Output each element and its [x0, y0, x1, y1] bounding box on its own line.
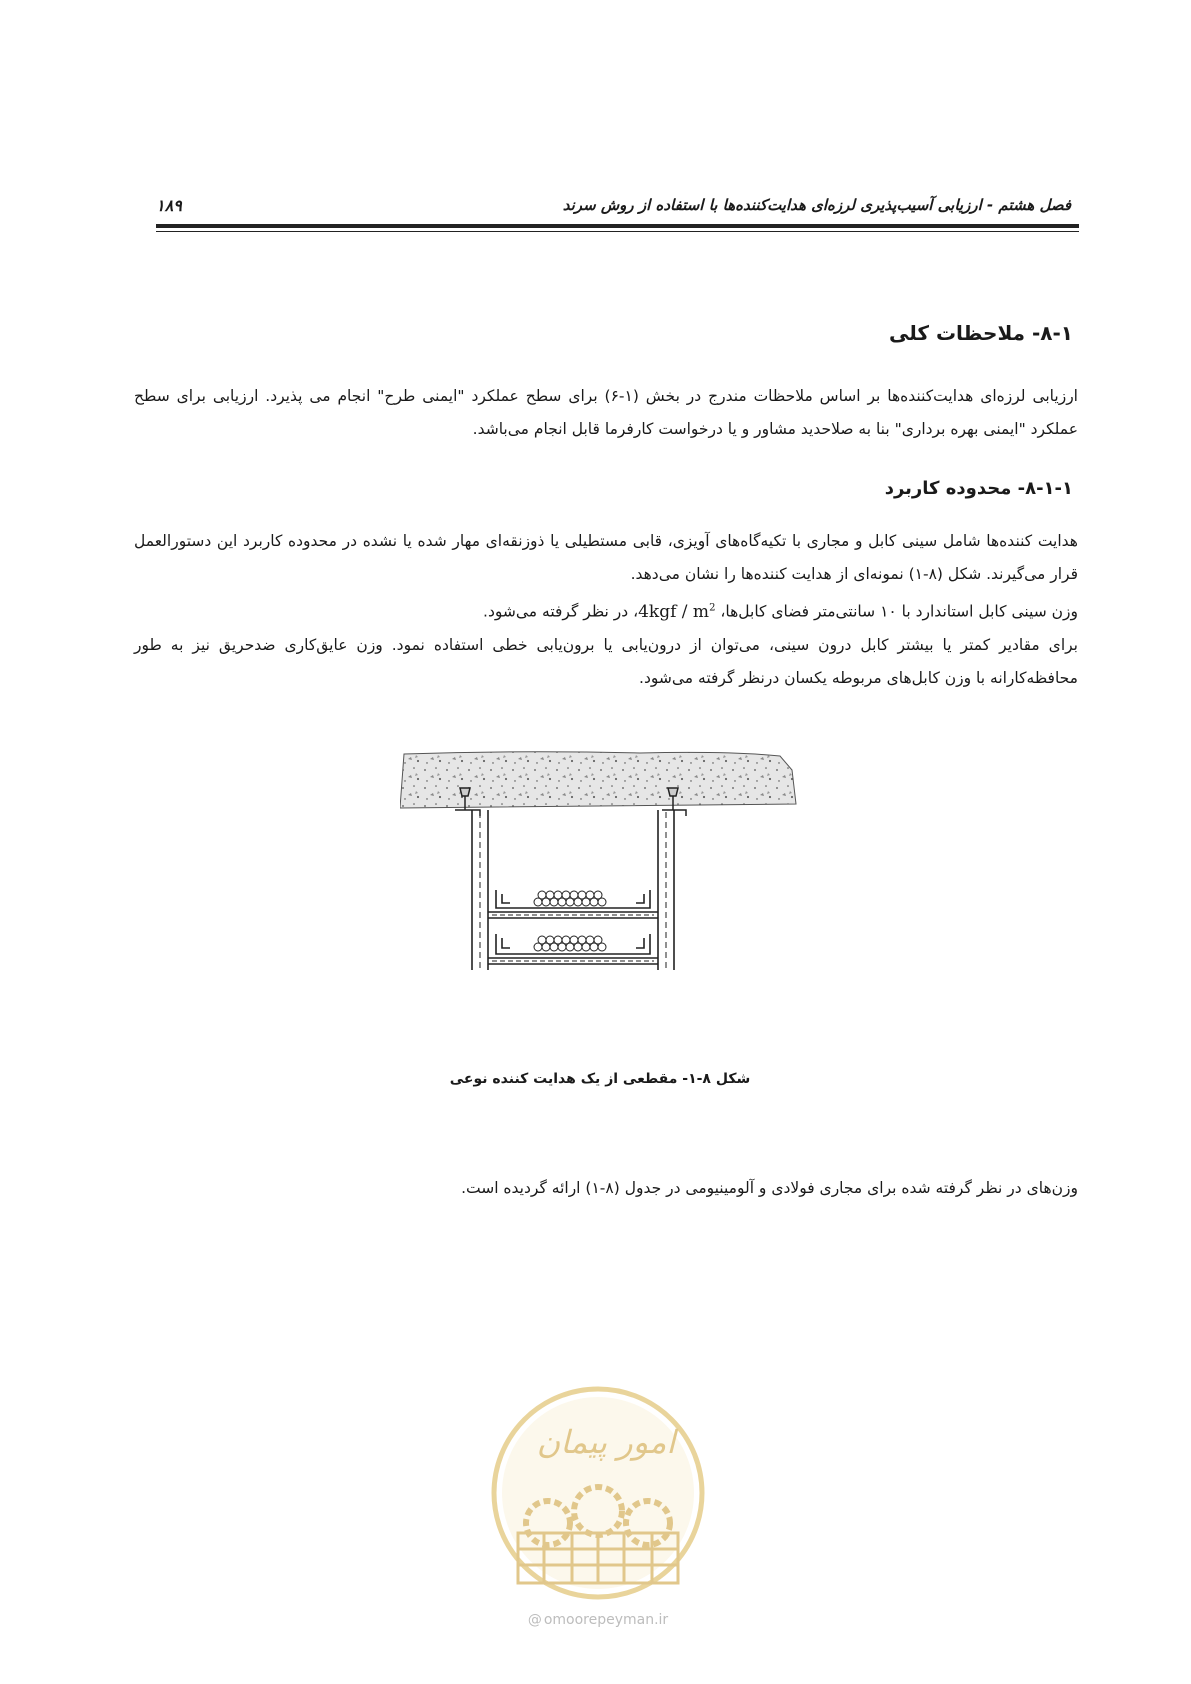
- publisher-seal-logo: [488, 1383, 708, 1603]
- section-heading: ۸-۱- ملاحظات کلی: [888, 321, 1073, 345]
- subsection-heading: ۸-۱-۱- محدوده کاربرد: [884, 478, 1073, 499]
- tray-weight-prefix: وزن سینی کابل استاندارد با ۱۰ سانتی‌متر فضای کابل‌ها،: [715, 602, 1078, 621]
- header-rule-thin: [156, 231, 1079, 232]
- page-number: ۱۸۹: [156, 196, 182, 215]
- figure-caption: شکل ۸-۱- مقطعی از یک هدایت کننده نوعی: [449, 1071, 751, 1087]
- running-header-title: فصل هشتم - ارزیابی آسیب‌پذیری لرزه‌ای هدایت‌کننده‌ها با استفاده از روش سرند: [562, 196, 1071, 214]
- right-hanger: [658, 810, 674, 970]
- section-paragraph: ارزیابی لرزه‌ای هدایت‌کننده‌ها بر اساس ملاحظات مندرج در بخش (۱-۶) برای سطح عملکرد "ایمنی طرح" انجام می پذیرد. ارزیابی برای سطح عملکرد "ایمنی بهره برداری" بنا به صلاحدید مشاور و یا درخواست کارفرما قابل انجام می‌باشد.: [134, 387, 1078, 438]
- scope-paragraph: هدایت کننده‌ها شامل سینی کابل و مجاری با تکیه‌گاه‌های آویزی، قابی مستطیلی یا ذوزنقه‌ای مهار شده یا نشده در محدوده کاربرد این دستورالعمل قرار می‌گیرند. شکل (۸-۱) نمونه‌ای از هدایت کننده‌ها را نشان می‌دهد.: [134, 532, 1078, 583]
- cable-tray-section-figure: [400, 748, 802, 1036]
- tray-weight-line: [134, 591, 1078, 629]
- weight-formula-exponent: 2: [709, 602, 716, 613]
- closing-paragraph: وزن‌های در نظر گرفته شده برای مجاری فولادی و آلومینیومی در جدول (۸-۱) ارائه گردیده است.: [461, 1179, 1078, 1197]
- weight-formula-base: 4kgf / m: [638, 601, 710, 622]
- left-hanger: [472, 810, 488, 970]
- weight-formula: [638, 602, 715, 622]
- lower-cables: [534, 936, 606, 951]
- interpolation-paragraph: برای مقادیر کمتر یا بیشتر کابل درون سینی، می‌توان از درون‌یابی یا برون‌یابی خطی استفاده نمود. وزن عایق‌کاری ضدحریق نیز به طور محافظه‌کارانه با وزن کابل‌های مربوطه یکسان درنظر گرفته می‌شود.: [134, 635, 1078, 687]
- concrete-slab: [400, 752, 796, 808]
- watermark-url-text: omoorepeyman.ir: [543, 1612, 669, 1628]
- at-icon: @: [527, 1612, 542, 1628]
- upper-cables: [534, 891, 606, 906]
- logo-script: امور پیمان: [536, 1423, 676, 1461]
- watermark-url: [488, 1612, 708, 1628]
- tray-weight-suffix: ، در نظر گرفته می‌شود.: [483, 602, 639, 621]
- header-rule-thick: [156, 224, 1079, 228]
- subsection-body: [134, 525, 1078, 695]
